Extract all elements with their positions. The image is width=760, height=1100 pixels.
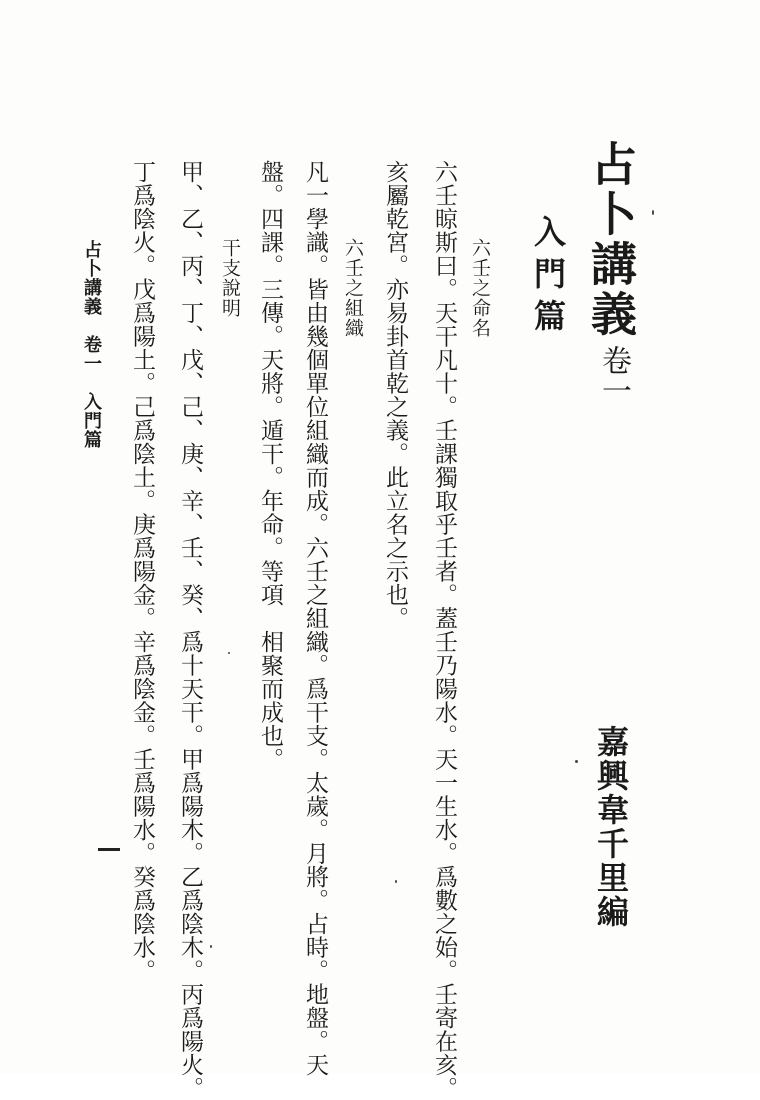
heading-organization: 六壬之組織 [342, 238, 364, 338]
text-column-6: 丁爲陰火。戊爲陽土。己爲陰土。庚爲陽金。辛爲陰金。壬爲陽水。癸爲陰水。 [129, 160, 155, 983]
print-speck [210, 945, 212, 948]
print-speck [652, 210, 654, 215]
text-column-1: 六壬晾斯曰。天干凡十。壬課獨取乎壬者。蓋壬乃陽水。天一生水。爲數之始。壬寄在亥。 [431, 160, 457, 1100]
print-speck [575, 760, 578, 763]
text-column-2: 亥屬乾宮。亦易卦首乾之義。此立名之示也。 [382, 160, 408, 630]
page-number [98, 848, 120, 851]
author-credit: 嘉興韋千里編 [592, 725, 630, 929]
section-title: 入門篇 [529, 215, 567, 341]
text-column-3: 凡一學識。皆由幾個單位組織而成。六壬之組織。爲干支。太歲。月將。占時。地盤。天 [302, 160, 328, 1077]
print-speck [228, 652, 230, 654]
print-speck [395, 880, 397, 883]
text-column-5: 甲、乙、丙、丁、戊、己、庚、辛、壬、癸、爲十天干。甲爲陽木。乙爲陰木。丙爲陽火。 [177, 160, 203, 1100]
volume-label: 卷一 [596, 345, 631, 405]
running-footer: 占卜講義 卷一 入門篇 [81, 240, 102, 449]
text-column-4: 盤。四課。三傳。天將。遁干。年命。等項 相聚而成也。 [257, 160, 283, 771]
book-title: 占卜講義 [584, 140, 638, 340]
heading-stems: 干支說明 [219, 238, 241, 318]
heading-naming: 六壬之命名 [469, 238, 491, 338]
